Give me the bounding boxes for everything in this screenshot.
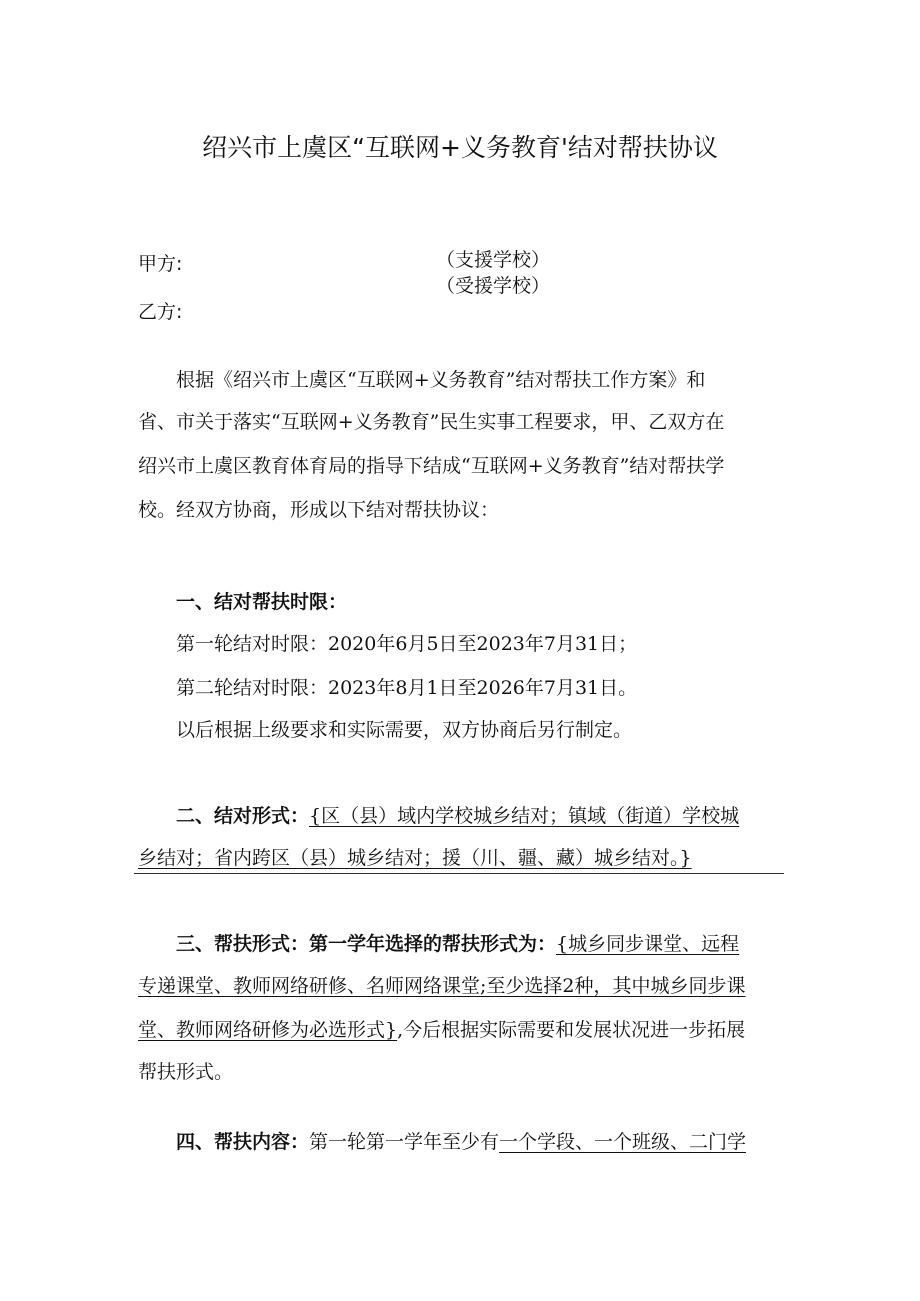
intro-line-1: 根据《绍兴市上虞区“互联网+义务教育”结对帮扶工作方案》和 [176,369,706,391]
party-a-role: （支援学校） [436,249,551,271]
section-4-text: 第一轮第一学年至少有 [309,1131,500,1153]
section-3-form-value-1: {城乡同步课堂、远程 [556,933,740,955]
intro-line-2: 省、市关于落实“互联网+义务教育”民生实事工程要求，甲、乙双方在 [138,411,725,433]
section-1-line-1: 第一轮结对时限：2020年6月5日至2023年7月31日； [176,633,638,655]
section-3-form-value-3: 堂、教师网络研修为必选形式} [138,1019,398,1041]
section-3-line-2 [138,974,746,998]
section-3-line-1 [176,932,739,956]
section-3-line-3-rest: ,今后根据实际需要和发展状况进一步拓展 [397,1019,746,1041]
section-2-form-value-2: 乡结对；省内跨区（县）城乡结对；援（川、疆、藏）城乡结对。} [138,847,692,869]
section-3-heading: 三、帮扶形式：第一学年选择的帮扶形式为： [176,933,557,955]
section-2-heading: 二、结对形式： [176,805,310,827]
section-1-line-2: 第二轮结对时限：2023年8月1日至2026年7月31日。 [176,677,638,699]
intro-line-3: 绍兴市上虞区教育体育局的指导下结成“互联网+义务教育”结对帮扶学 [138,455,725,477]
section-1-heading: 一、结对帮扶时限： [176,591,348,613]
party-b-role: （受援学校） [436,275,551,297]
section-2-divider [134,873,784,874]
section-1-line-3: 以后根据上级要求和实际需要，双方协商后另行制定。 [176,719,633,741]
section-3-form-value-2: 专递课堂、教师网络研修、名师网络课堂;至少选择2种，其中城乡同步课 [138,975,746,997]
document-title: 绍兴市上虞区“互联网+义务教育'结对帮扶协议 [202,133,718,162]
section-2-line-2 [138,846,692,870]
intro-line-4: 校。经双方协商，形成以下结对帮扶协议： [138,499,500,521]
party-b-label: 乙方: [138,301,183,323]
section-4-form-value: 一个学段、一个班级、二门学 [499,1131,747,1153]
section-2-form-value-1: {区（县）域内学校城乡结对；镇域（街道）学校城 [309,805,740,827]
section-3-line-4: 帮扶形式。 [138,1061,234,1083]
section-2-line-1 [176,804,739,828]
section-3-line-3 [138,1018,745,1042]
section-4-line-1 [176,1130,746,1154]
party-a-label: 甲方: [138,253,183,275]
section-4-heading: 四、帮扶内容： [176,1131,310,1153]
